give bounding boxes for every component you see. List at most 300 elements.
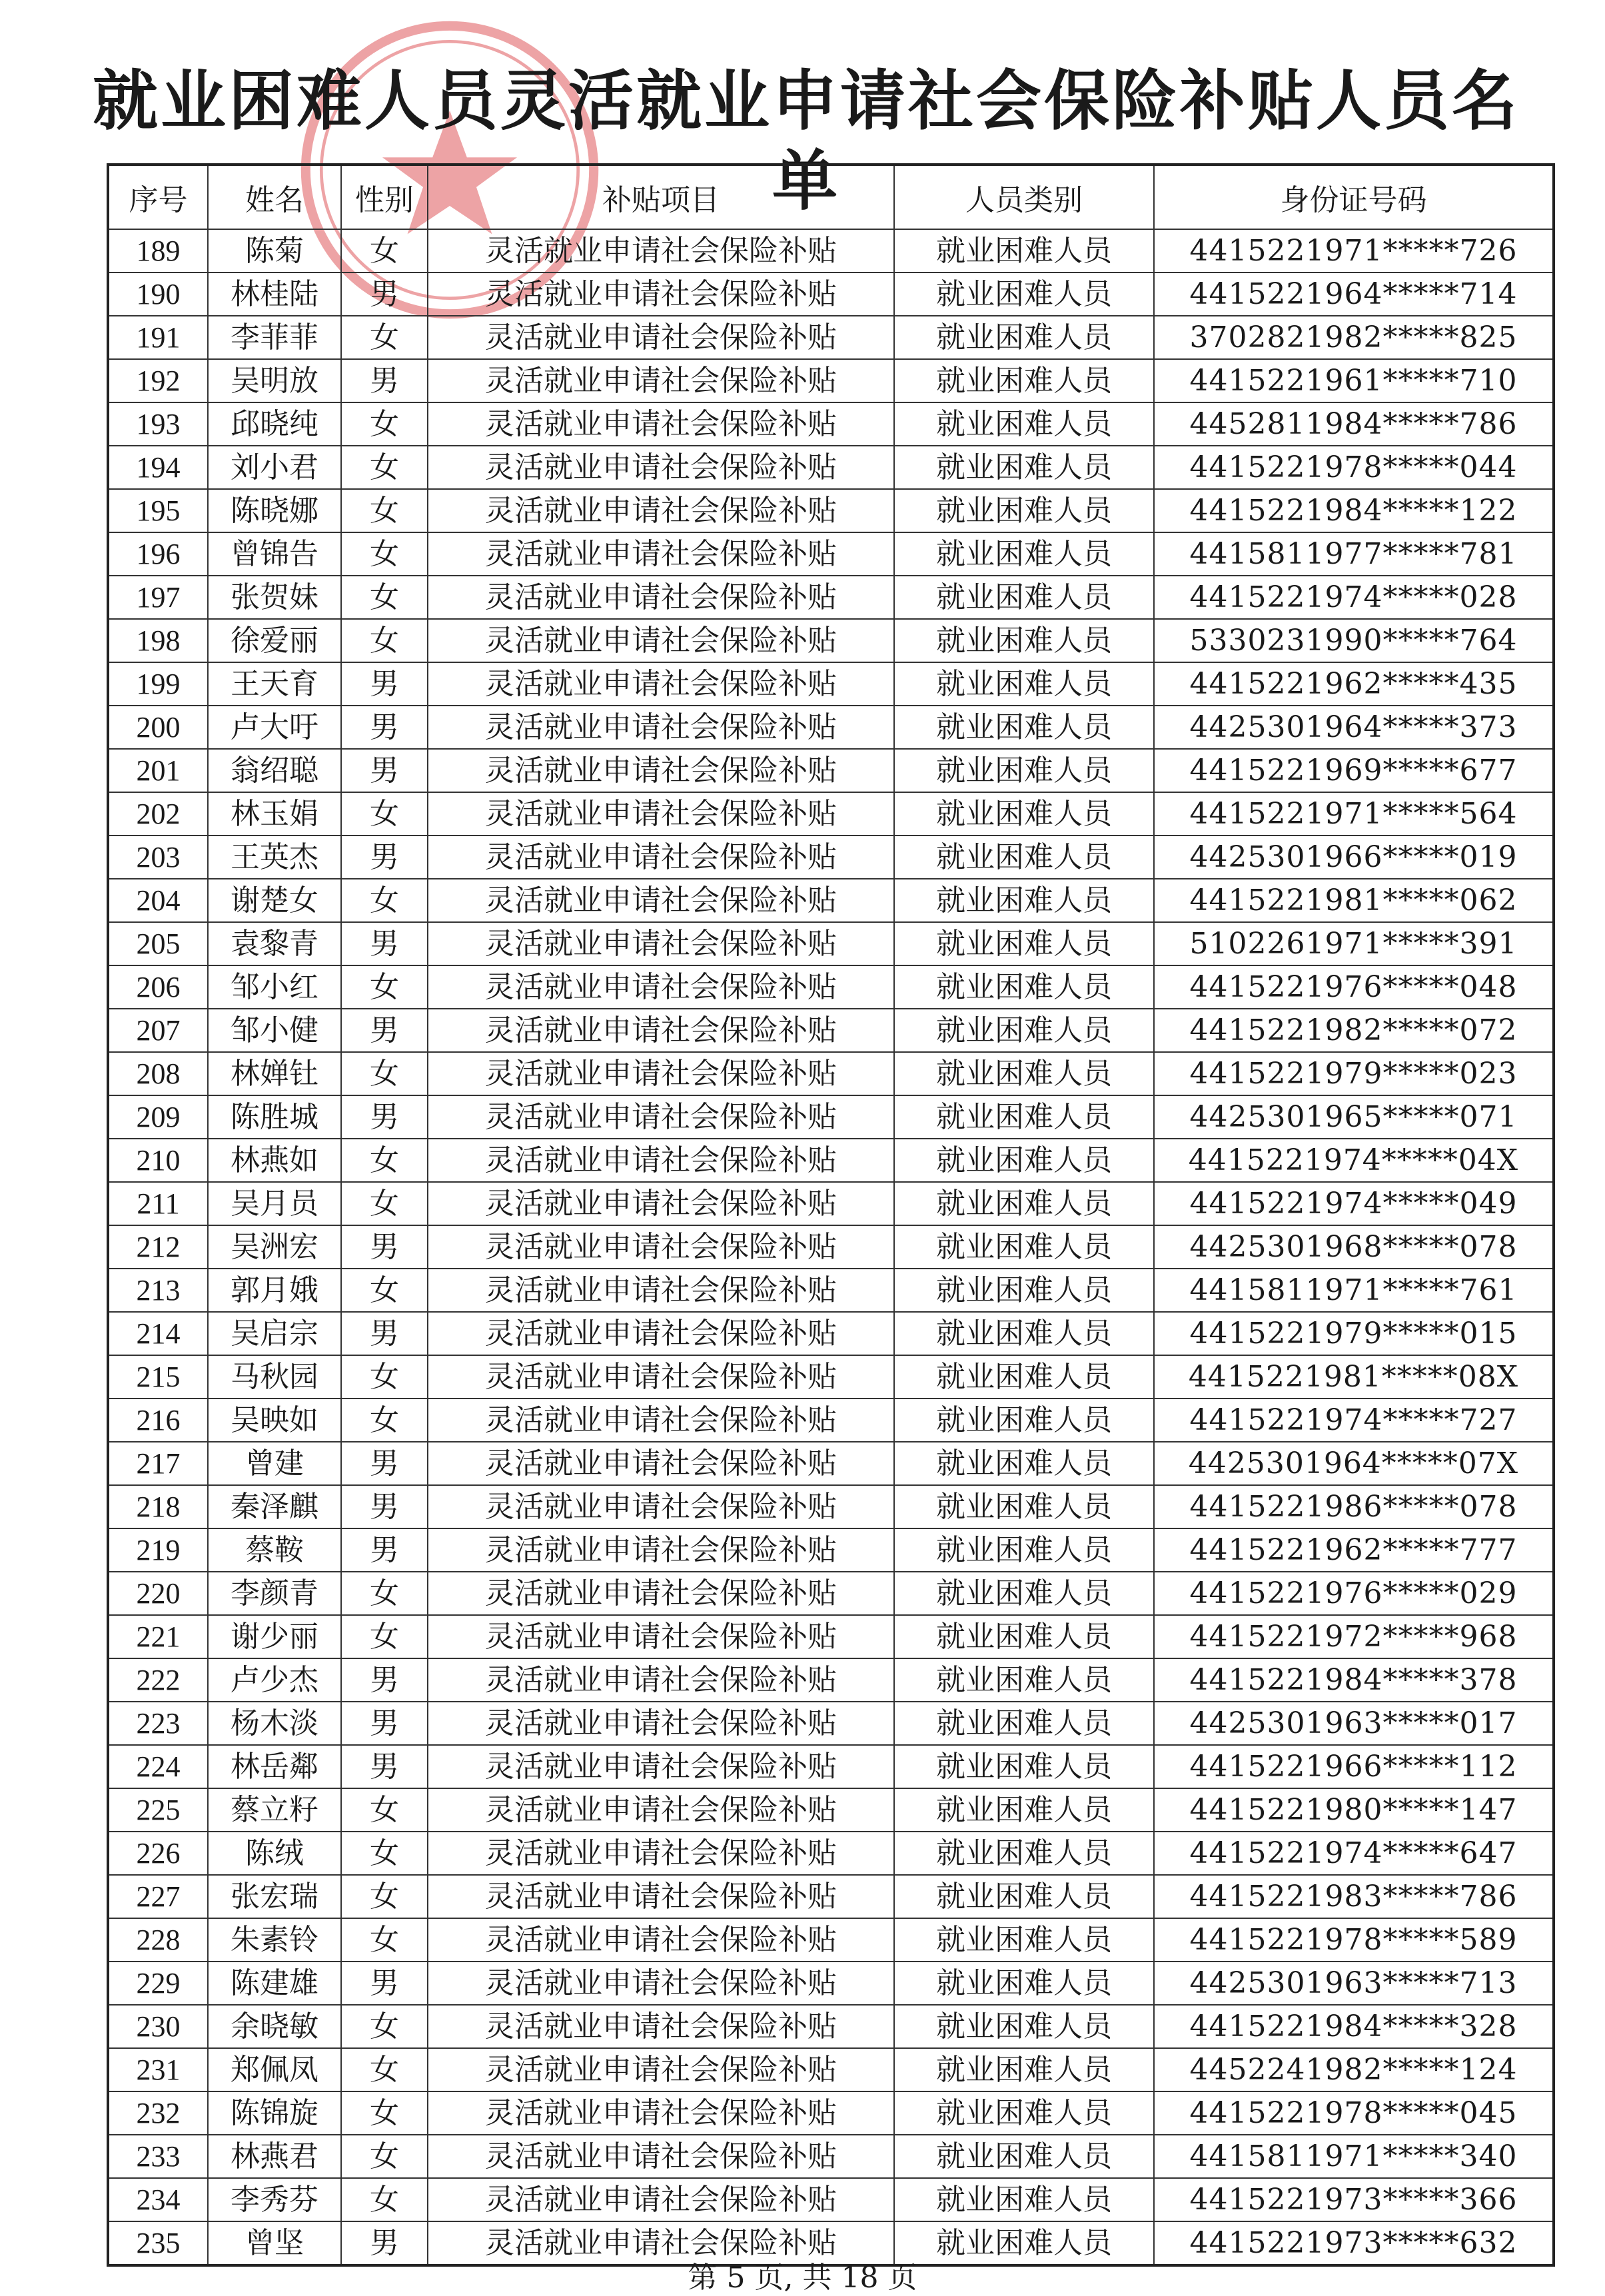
cell-category: 就业困难人员 bbox=[894, 1139, 1154, 1182]
roster-table bbox=[107, 163, 1555, 2267]
table-row bbox=[108, 1052, 1554, 1095]
table-row bbox=[108, 576, 1554, 619]
cell-id-number: 4425301964*****07X bbox=[1154, 1442, 1554, 1485]
cell-category: 就业困难人员 bbox=[894, 273, 1154, 316]
cell-subsidy-item: 灵活就业申请社会保险补贴 bbox=[428, 1009, 894, 1052]
cell-name: 吴月员 bbox=[208, 1182, 341, 1225]
cell-subsidy-item: 灵活就业申请社会保险补贴 bbox=[428, 662, 894, 706]
cell-id-number: 4425301963*****713 bbox=[1154, 1962, 1554, 2005]
cell-category: 就业困难人员 bbox=[894, 1485, 1154, 1528]
table-row bbox=[108, 1009, 1554, 1052]
table-row bbox=[108, 532, 1554, 576]
table-row bbox=[108, 1399, 1554, 1442]
cell-category: 就业困难人员 bbox=[894, 446, 1154, 489]
cell-gender: 女 bbox=[341, 1572, 428, 1615]
cell-seq: 223 bbox=[108, 1702, 208, 1745]
cell-subsidy-item: 灵活就业申请社会保险补贴 bbox=[428, 1658, 894, 1702]
cell-name: 马秋园 bbox=[208, 1355, 341, 1399]
cell-subsidy-item: 灵活就业申请社会保险补贴 bbox=[428, 922, 894, 965]
cell-id-number: 5102261971*****391 bbox=[1154, 922, 1554, 965]
cell-seq: 206 bbox=[108, 965, 208, 1009]
cell-id-number: 4415221974*****028 bbox=[1154, 576, 1554, 619]
cell-subsidy-item: 灵活就业申请社会保险补贴 bbox=[428, 1355, 894, 1399]
table-row bbox=[108, 1355, 1554, 1399]
cell-gender: 女 bbox=[341, 2005, 428, 2048]
cell-name: 陈锦旋 bbox=[208, 2091, 341, 2135]
cell-category: 就业困难人员 bbox=[894, 792, 1154, 836]
cell-gender: 女 bbox=[341, 1269, 428, 1312]
cell-category: 就业困难人员 bbox=[894, 229, 1154, 273]
cell-name: 吴明放 bbox=[208, 359, 341, 402]
cell-subsidy-item: 灵活就业申请社会保险补贴 bbox=[428, 1269, 894, 1312]
cell-name: 杨木淡 bbox=[208, 1702, 341, 1745]
table-row bbox=[108, 836, 1554, 879]
cell-category: 就业困难人员 bbox=[894, 2221, 1154, 2265]
cell-seq: 222 bbox=[108, 1658, 208, 1702]
cell-seq: 205 bbox=[108, 922, 208, 965]
cell-name: 林婵钍 bbox=[208, 1052, 341, 1095]
table-row bbox=[108, 1745, 1554, 1788]
cell-id-number: 4415221962*****435 bbox=[1154, 662, 1554, 706]
cell-gender: 男 bbox=[341, 1702, 428, 1745]
cell-gender: 男 bbox=[341, 1442, 428, 1485]
cell-category: 就业困难人员 bbox=[894, 1788, 1154, 1832]
cell-gender: 男 bbox=[341, 706, 428, 749]
table-row bbox=[108, 273, 1554, 316]
cell-id-number: 4415221978*****589 bbox=[1154, 1918, 1554, 1962]
table-row bbox=[108, 402, 1554, 446]
cell-category: 就业困难人员 bbox=[894, 402, 1154, 446]
cell-id-number: 4452811984*****786 bbox=[1154, 402, 1554, 446]
table-row bbox=[108, 1572, 1554, 1615]
cell-gender: 男 bbox=[341, 1485, 428, 1528]
cell-id-number: 4415221964*****714 bbox=[1154, 273, 1554, 316]
table-body bbox=[108, 229, 1554, 2265]
table-row bbox=[108, 1962, 1554, 2005]
cell-subsidy-item: 灵活就业申请社会保险补贴 bbox=[428, 1139, 894, 1182]
cell-seq: 196 bbox=[108, 532, 208, 576]
cell-category: 就业困难人员 bbox=[894, 1918, 1154, 1962]
cell-name: 陈胜城 bbox=[208, 1095, 341, 1139]
table-row bbox=[108, 1832, 1554, 1875]
cell-name: 林岳鄰 bbox=[208, 1745, 341, 1788]
cell-seq: 226 bbox=[108, 1832, 208, 1875]
cell-id-number: 4415221978*****044 bbox=[1154, 446, 1554, 489]
cell-seq: 221 bbox=[108, 1615, 208, 1658]
table-row bbox=[108, 1788, 1554, 1832]
cell-gender: 女 bbox=[341, 1052, 428, 1095]
cell-name: 曾锦告 bbox=[208, 532, 341, 576]
cell-category: 就业困难人员 bbox=[894, 1399, 1154, 1442]
cell-seq: 201 bbox=[108, 749, 208, 792]
table-row bbox=[108, 749, 1554, 792]
cell-gender: 男 bbox=[341, 359, 428, 402]
cell-gender: 女 bbox=[341, 879, 428, 922]
header-id-number: 身份证号码 bbox=[1154, 165, 1554, 229]
cell-name: 陈建雄 bbox=[208, 1962, 341, 2005]
cell-subsidy-item: 灵活就业申请社会保险补贴 bbox=[428, 1182, 894, 1225]
cell-name: 林燕君 bbox=[208, 2135, 341, 2178]
cell-name: 曾坚 bbox=[208, 2221, 341, 2265]
cell-gender: 男 bbox=[341, 273, 428, 316]
cell-gender: 男 bbox=[341, 1009, 428, 1052]
cell-subsidy-item: 灵活就业申请社会保险补贴 bbox=[428, 1745, 894, 1788]
table-row bbox=[108, 316, 1554, 359]
cell-subsidy-item: 灵活就业申请社会保险补贴 bbox=[428, 2048, 894, 2091]
cell-id-number: 4425301965*****071 bbox=[1154, 1095, 1554, 1139]
cell-category: 就业困难人员 bbox=[894, 1182, 1154, 1225]
table-row bbox=[108, 662, 1554, 706]
cell-name: 邹小红 bbox=[208, 965, 341, 1009]
cell-subsidy-item: 灵活就业申请社会保险补贴 bbox=[428, 1312, 894, 1355]
cell-name: 林桂陆 bbox=[208, 273, 341, 316]
table-row bbox=[108, 229, 1554, 273]
cell-subsidy-item: 灵活就业申请社会保险补贴 bbox=[428, 316, 894, 359]
cell-name: 林燕如 bbox=[208, 1139, 341, 1182]
document-title: 就业困难人员灵活就业申请社会保险补贴人员名单 bbox=[92, 63, 1520, 219]
cell-seq: 208 bbox=[108, 1052, 208, 1095]
table-row bbox=[108, 792, 1554, 836]
cell-category: 就业困难人员 bbox=[894, 1962, 1154, 2005]
cell-seq: 199 bbox=[108, 662, 208, 706]
table-row bbox=[108, 2005, 1554, 2048]
cell-gender: 女 bbox=[341, 1399, 428, 1442]
cell-category: 就业困难人员 bbox=[894, 2005, 1154, 2048]
table-row bbox=[108, 1918, 1554, 1962]
cell-seq: 189 bbox=[108, 229, 208, 273]
header-seq: 序号 bbox=[108, 165, 208, 229]
cell-seq: 231 bbox=[108, 2048, 208, 2091]
cell-category: 就业困难人员 bbox=[894, 662, 1154, 706]
cell-name: 翁绍聪 bbox=[208, 749, 341, 792]
cell-seq: 207 bbox=[108, 1009, 208, 1052]
cell-subsidy-item: 灵活就业申请社会保险补贴 bbox=[428, 1918, 894, 1962]
cell-id-number: 4415221974*****727 bbox=[1154, 1399, 1554, 1442]
cell-name: 李秀芬 bbox=[208, 2178, 341, 2221]
cell-id-number: 4425301966*****019 bbox=[1154, 836, 1554, 879]
cell-seq: 233 bbox=[108, 2135, 208, 2178]
cell-category: 就业困难人员 bbox=[894, 1009, 1154, 1052]
cell-subsidy-item: 灵活就业申请社会保险补贴 bbox=[428, 1442, 894, 1485]
cell-subsidy-item: 灵活就业申请社会保险补贴 bbox=[428, 1225, 894, 1269]
cell-gender: 女 bbox=[341, 229, 428, 273]
cell-gender: 女 bbox=[341, 1139, 428, 1182]
cell-seq: 234 bbox=[108, 2178, 208, 2221]
cell-name: 李菲菲 bbox=[208, 316, 341, 359]
cell-gender: 女 bbox=[341, 1875, 428, 1918]
table-row bbox=[108, 965, 1554, 1009]
cell-name: 吴启宗 bbox=[208, 1312, 341, 1355]
cell-name: 郭月娥 bbox=[208, 1269, 341, 1312]
cell-category: 就业困难人员 bbox=[894, 1095, 1154, 1139]
cell-name: 林玉娟 bbox=[208, 792, 341, 836]
cell-subsidy-item: 灵活就业申请社会保险补贴 bbox=[428, 1702, 894, 1745]
cell-subsidy-item: 灵活就业申请社会保险补贴 bbox=[428, 1399, 894, 1442]
cell-subsidy-item: 灵活就业申请社会保险补贴 bbox=[428, 1832, 894, 1875]
cell-name: 余晓敏 bbox=[208, 2005, 341, 2048]
cell-id-number: 4415221971*****726 bbox=[1154, 229, 1554, 273]
cell-category: 就业困难人员 bbox=[894, 2091, 1154, 2135]
header-gender: 性别 bbox=[341, 165, 428, 229]
header-category: 人员类别 bbox=[894, 165, 1154, 229]
cell-subsidy-item: 灵活就业申请社会保险补贴 bbox=[428, 446, 894, 489]
cell-seq: 190 bbox=[108, 273, 208, 316]
table-row bbox=[108, 706, 1554, 749]
cell-id-number: 4415221979*****015 bbox=[1154, 1312, 1554, 1355]
cell-gender: 女 bbox=[341, 2178, 428, 2221]
cell-subsidy-item: 灵活就业申请社会保险补贴 bbox=[428, 749, 894, 792]
cell-id-number: 4415811971*****761 bbox=[1154, 1269, 1554, 1312]
table-row bbox=[108, 1225, 1554, 1269]
cell-seq: 210 bbox=[108, 1139, 208, 1182]
cell-gender: 女 bbox=[341, 1355, 428, 1399]
table-row bbox=[108, 1615, 1554, 1658]
cell-category: 就业困难人员 bbox=[894, 1875, 1154, 1918]
table-row bbox=[108, 619, 1554, 662]
table-row bbox=[108, 1442, 1554, 1485]
cell-name: 邱晓纯 bbox=[208, 402, 341, 446]
cell-seq: 192 bbox=[108, 359, 208, 402]
cell-seq: 200 bbox=[108, 706, 208, 749]
cell-id-number: 4415221979*****023 bbox=[1154, 1052, 1554, 1095]
cell-category: 就业困难人员 bbox=[894, 619, 1154, 662]
cell-name: 吴映如 bbox=[208, 1399, 341, 1442]
cell-id-number: 4415221972*****968 bbox=[1154, 1615, 1554, 1658]
cell-seq: 197 bbox=[108, 576, 208, 619]
cell-id-number: 4415221973*****366 bbox=[1154, 2178, 1554, 2221]
cell-gender: 男 bbox=[341, 1745, 428, 1788]
cell-category: 就业困难人员 bbox=[894, 1832, 1154, 1875]
table-row bbox=[108, 1485, 1554, 1528]
cell-seq: 194 bbox=[108, 446, 208, 489]
cell-id-number: 4415221986*****078 bbox=[1154, 1485, 1554, 1528]
cell-id-number: 4415221973*****632 bbox=[1154, 2221, 1554, 2265]
cell-gender: 男 bbox=[341, 1658, 428, 1702]
cell-category: 就业困难人员 bbox=[894, 1658, 1154, 1702]
cell-category: 就业困难人员 bbox=[894, 1052, 1154, 1095]
cell-gender: 女 bbox=[341, 1918, 428, 1962]
cell-seq: 224 bbox=[108, 1745, 208, 1788]
cell-id-number: 4415221983*****786 bbox=[1154, 1875, 1554, 1918]
cell-name: 袁黎青 bbox=[208, 922, 341, 965]
cell-seq: 213 bbox=[108, 1269, 208, 1312]
table-header-row bbox=[108, 165, 1554, 229]
cell-category: 就业困难人员 bbox=[894, 2178, 1154, 2221]
cell-seq: 214 bbox=[108, 1312, 208, 1355]
table-row bbox=[108, 1875, 1554, 1918]
cell-gender: 男 bbox=[341, 836, 428, 879]
cell-subsidy-item: 灵活就业申请社会保险补贴 bbox=[428, 1528, 894, 1572]
table-row bbox=[108, 922, 1554, 965]
cell-category: 就业困难人员 bbox=[894, 576, 1154, 619]
cell-category: 就业困难人员 bbox=[894, 879, 1154, 922]
cell-seq: 204 bbox=[108, 879, 208, 922]
cell-id-number: 4425301968*****078 bbox=[1154, 1225, 1554, 1269]
cell-id-number: 4425301964*****373 bbox=[1154, 706, 1554, 749]
cell-name: 李颜青 bbox=[208, 1572, 341, 1615]
cell-gender: 女 bbox=[341, 489, 428, 532]
cell-id-number: 4415221982*****072 bbox=[1154, 1009, 1554, 1052]
cell-name: 秦泽麒 bbox=[208, 1485, 341, 1528]
cell-name: 张宏瑞 bbox=[208, 1875, 341, 1918]
cell-category: 就业困难人员 bbox=[894, 1745, 1154, 1788]
table-row bbox=[108, 2048, 1554, 2091]
table-row bbox=[108, 2178, 1554, 2221]
cell-subsidy-item: 灵活就业申请社会保险补贴 bbox=[428, 489, 894, 532]
cell-subsidy-item: 灵活就业申请社会保险补贴 bbox=[428, 836, 894, 879]
cell-subsidy-item: 灵活就业申请社会保险补贴 bbox=[428, 229, 894, 273]
cell-name: 陈晓娜 bbox=[208, 489, 341, 532]
cell-id-number: 4415811977*****781 bbox=[1154, 532, 1554, 576]
cell-subsidy-item: 灵活就业申请社会保险补贴 bbox=[428, 273, 894, 316]
cell-subsidy-item: 灵活就业申请社会保险补贴 bbox=[428, 879, 894, 922]
cell-gender: 男 bbox=[341, 1225, 428, 1269]
cell-category: 就业困难人员 bbox=[894, 489, 1154, 532]
cell-name: 张贺妹 bbox=[208, 576, 341, 619]
cell-name: 刘小君 bbox=[208, 446, 341, 489]
cell-id-number: 4415221974*****04X bbox=[1154, 1139, 1554, 1182]
cell-id-number: 4415221961*****710 bbox=[1154, 359, 1554, 402]
cell-gender: 男 bbox=[341, 1312, 428, 1355]
cell-category: 就业困难人员 bbox=[894, 1702, 1154, 1745]
cell-subsidy-item: 灵活就业申请社会保险补贴 bbox=[428, 2135, 894, 2178]
cell-seq: 203 bbox=[108, 836, 208, 879]
cell-subsidy-item: 灵活就业申请社会保险补贴 bbox=[428, 532, 894, 576]
cell-id-number: 4415221980*****147 bbox=[1154, 1788, 1554, 1832]
cell-name: 郑佩凤 bbox=[208, 2048, 341, 2091]
cell-category: 就业困难人员 bbox=[894, 706, 1154, 749]
cell-seq: 217 bbox=[108, 1442, 208, 1485]
cell-subsidy-item: 灵活就业申请社会保险补贴 bbox=[428, 619, 894, 662]
cell-gender: 女 bbox=[341, 316, 428, 359]
cell-category: 就业困难人员 bbox=[894, 2135, 1154, 2178]
table-row bbox=[108, 1658, 1554, 1702]
table-row bbox=[108, 1269, 1554, 1312]
cell-name: 徐爱丽 bbox=[208, 619, 341, 662]
cell-gender: 男 bbox=[341, 2221, 428, 2265]
cell-name: 王天育 bbox=[208, 662, 341, 706]
cell-category: 就业困难人员 bbox=[894, 359, 1154, 402]
cell-category: 就业困难人员 bbox=[894, 1442, 1154, 1485]
cell-gender: 女 bbox=[341, 532, 428, 576]
cell-name: 曾建 bbox=[208, 1442, 341, 1485]
cell-category: 就业困难人员 bbox=[894, 1528, 1154, 1572]
table-row bbox=[108, 446, 1554, 489]
cell-gender: 男 bbox=[341, 1528, 428, 1572]
cell-id-number: 4415221984*****122 bbox=[1154, 489, 1554, 532]
page-footer: 第 5 页, 共 18 页 bbox=[688, 2261, 917, 2295]
cell-name: 卢少杰 bbox=[208, 1658, 341, 1702]
cell-category: 就业困难人员 bbox=[894, 1615, 1154, 1658]
cell-gender: 女 bbox=[341, 619, 428, 662]
table-row bbox=[108, 1528, 1554, 1572]
cell-gender: 男 bbox=[341, 1095, 428, 1139]
cell-gender: 女 bbox=[341, 576, 428, 619]
cell-name: 陈菊 bbox=[208, 229, 341, 273]
cell-name: 邹小健 bbox=[208, 1009, 341, 1052]
cell-id-number: 4415221981*****08X bbox=[1154, 1355, 1554, 1399]
cell-category: 就业困难人员 bbox=[894, 749, 1154, 792]
cell-seq: 212 bbox=[108, 1225, 208, 1269]
cell-id-number: 5330231990*****764 bbox=[1154, 619, 1554, 662]
cell-id-number: 4415221971*****564 bbox=[1154, 792, 1554, 836]
cell-id-number: 4415221969*****677 bbox=[1154, 749, 1554, 792]
cell-name: 蔡立籽 bbox=[208, 1788, 341, 1832]
cell-subsidy-item: 灵活就业申请社会保险补贴 bbox=[428, 1052, 894, 1095]
cell-id-number: 4415221962*****777 bbox=[1154, 1528, 1554, 1572]
cell-seq: 193 bbox=[108, 402, 208, 446]
cell-seq: 227 bbox=[108, 1875, 208, 1918]
table-row bbox=[108, 1139, 1554, 1182]
table-row bbox=[108, 2091, 1554, 2135]
cell-gender: 女 bbox=[341, 792, 428, 836]
cell-id-number: 4415221966*****112 bbox=[1154, 1745, 1554, 1788]
cell-subsidy-item: 灵活就业申请社会保险补贴 bbox=[428, 1095, 894, 1139]
cell-category: 就业困难人员 bbox=[894, 532, 1154, 576]
table-row bbox=[108, 1312, 1554, 1355]
cell-gender: 女 bbox=[341, 1615, 428, 1658]
cell-gender: 男 bbox=[341, 749, 428, 792]
cell-seq: 195 bbox=[108, 489, 208, 532]
cell-gender: 男 bbox=[341, 1962, 428, 2005]
header-subsidy-item: 补贴项目 bbox=[428, 165, 894, 229]
cell-name: 谢楚女 bbox=[208, 879, 341, 922]
cell-seq: 230 bbox=[108, 2005, 208, 2048]
cell-seq: 229 bbox=[108, 1962, 208, 2005]
cell-id-number: 4415221976*****048 bbox=[1154, 965, 1554, 1009]
table-row bbox=[108, 2135, 1554, 2178]
table-row bbox=[108, 879, 1554, 922]
cell-seq: 215 bbox=[108, 1355, 208, 1399]
cell-subsidy-item: 灵活就业申请社会保险补贴 bbox=[428, 792, 894, 836]
cell-category: 就业困难人员 bbox=[894, 1572, 1154, 1615]
cell-gender: 女 bbox=[341, 1832, 428, 1875]
cell-id-number: 3702821982*****825 bbox=[1154, 316, 1554, 359]
cell-name: 朱素铃 bbox=[208, 1918, 341, 1962]
table-row bbox=[108, 1182, 1554, 1225]
cell-subsidy-item: 灵活就业申请社会保险补贴 bbox=[428, 1485, 894, 1528]
cell-subsidy-item: 灵活就业申请社会保险补贴 bbox=[428, 2178, 894, 2221]
cell-gender: 女 bbox=[341, 2135, 428, 2178]
cell-id-number: 4415221984*****328 bbox=[1154, 2005, 1554, 2048]
cell-category: 就业困难人员 bbox=[894, 922, 1154, 965]
cell-gender: 女 bbox=[341, 2048, 428, 2091]
cell-seq: 209 bbox=[108, 1095, 208, 1139]
cell-subsidy-item: 灵活就业申请社会保险补贴 bbox=[428, 1615, 894, 1658]
cell-seq: 202 bbox=[108, 792, 208, 836]
cell-seq: 220 bbox=[108, 1572, 208, 1615]
cell-id-number: 4415221984*****378 bbox=[1154, 1658, 1554, 1702]
cell-gender: 女 bbox=[341, 446, 428, 489]
cell-seq: 228 bbox=[108, 1918, 208, 1962]
cell-id-number: 4415221974*****049 bbox=[1154, 1182, 1554, 1225]
cell-category: 就业困难人员 bbox=[894, 965, 1154, 1009]
cell-seq: 235 bbox=[108, 2221, 208, 2265]
cell-gender: 女 bbox=[341, 1788, 428, 1832]
cell-subsidy-item: 灵活就业申请社会保险补贴 bbox=[428, 359, 894, 402]
cell-seq: 218 bbox=[108, 1485, 208, 1528]
cell-seq: 191 bbox=[108, 316, 208, 359]
cell-subsidy-item: 灵活就业申请社会保险补贴 bbox=[428, 402, 894, 446]
table-row bbox=[108, 359, 1554, 402]
cell-name: 卢大吁 bbox=[208, 706, 341, 749]
cell-subsidy-item: 灵活就业申请社会保险补贴 bbox=[428, 1875, 894, 1918]
header-name: 姓名 bbox=[208, 165, 341, 229]
cell-subsidy-item: 灵活就业申请社会保险补贴 bbox=[428, 1962, 894, 2005]
cell-subsidy-item: 灵活就业申请社会保险补贴 bbox=[428, 576, 894, 619]
cell-gender: 男 bbox=[341, 922, 428, 965]
cell-gender: 女 bbox=[341, 402, 428, 446]
